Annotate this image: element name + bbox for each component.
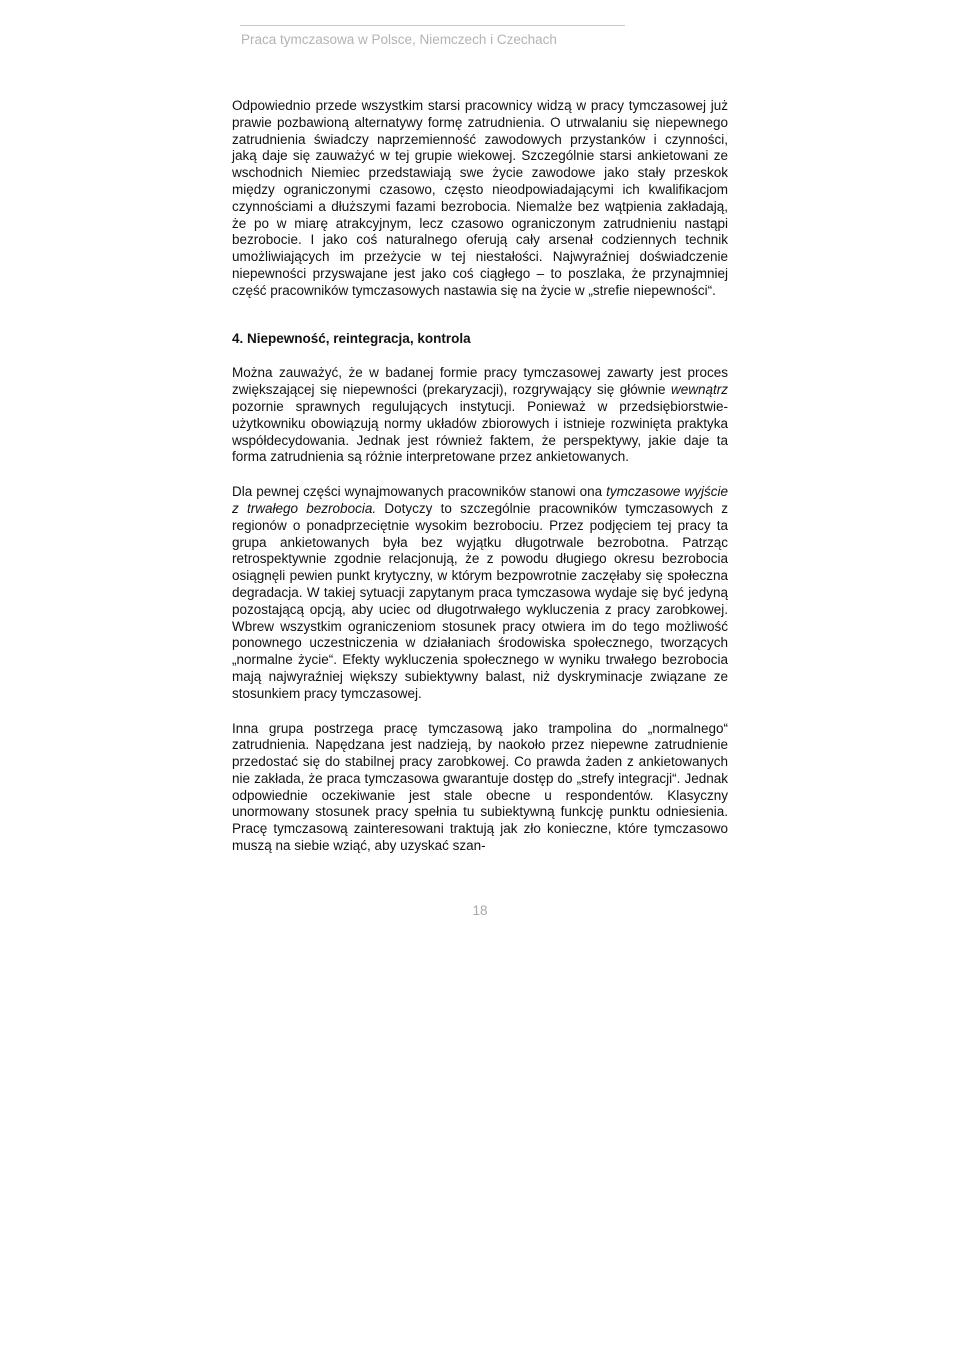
running-header: Praca tymczasowa w Polsce, Niemczech i Czechach: [241, 32, 557, 47]
paragraph-2: [232, 365, 728, 466]
page-number: 18: [472, 903, 488, 918]
paragraph-3-emphasis: tymczasowe wyjście z trwałego bezrobocia.: [232, 484, 728, 516]
paragraph-4: Inna grupa postrzega pracę tymczasową jako trampolina do „normalnego“ zatrudnienia. Napędzana jest nadzieją, by naokoło przez niepewne zatrudnienie przedostać się do stabilnej pracy zarobkowej. Co prawda żaden z ankietowanych nie zakłada, że praca tymczasowa gwarantuje dostęp do „strefy integracji“. Jednak odpowiednie oczekiwanie jest stale obecne u respondentów. Klasyczny unormowany stosunek pracy spełnia tu subiektywną funkcję punktu odniesienia. Pracę tymczasową zainteresowani traktują jak zło konieczne, które tymczasowo muszą na siebie wziąć, aby uzyskać szan-: [232, 720, 728, 854]
page-body: [232, 98, 728, 855]
paragraph-2-text-b: pozornie sprawnych regulujących instytucji. Ponieważ w przedsiębiorstwie-użytkowniku obowiązują normy układów zbiorowych i istnieje rozwinięta praktyka współdecydowania. Jednak jest również faktem, że perspektywy, jakie daje ta forma zatrudnienia są różnie interpretowane przez ankietowanych.: [232, 398, 728, 465]
paragraph-3-text-a: Dla pewnej części wynajmowanych pracowników stanowi ona: [232, 484, 607, 500]
paragraph-1: Odpowiednio przede wszystkim starsi pracownicy widzą w pracy tymczasowej już prawie pozbawioną alternatywy formę zatrudnienia. O utrwalaniu się niepewnego zatrudnienia świadczy naprzemienność zawodowych przystanków i czynności, jaką daje się zauważyć w tej grupie wiekowej. Szczególnie starsi ankietowani ze wschodnich Niemiec przedstawiają swe życie zawodowe jako stały przeskok między ograniczonymi czasowo, często nieodpowiadającymi ich kwalifikacjom czynnościami a dłuższymi fazami bezrobocia. Niemalże bez wątpienia zakładają, że po w miarę atrakcyjnym, lecz czasowo ograniczonym zatrudnieniu nastąpi bezrobocie. I jako coś naturalnego oferują cały arsenał codziennych technik umożliwiających im przeżycie w tej niestałości. Najwyraźniej doświadczenie niepewności przyswajane jest jako coś ciągłego – to poszlaka, że przynajmniej część pracowników tymczasowych nastawia się na życie w „strefie niepewności“.: [232, 98, 728, 298]
paragraph-2-text-a: Można zauważyć, że w badanej formie pracy tymczasowej zawarty jest proces zwiększającej się niepewności (prekaryzacji), rozgrywający się głównie: [232, 365, 728, 398]
paragraph-2-emphasis: wewnątrz: [670, 382, 728, 398]
paragraph-3-text-b: Dotyczy to szczególnie pracowników tymczasowych z regionów o ponadprzeciętnie wysokim bezrobociu. Przez podjęciem tej pracy ta grupa ankietowanych była bez wyjątku długotrwale bezrobotna. Patrząc retrospektywnie zgodnie relacjonują, że z powodu długiego okresu bezrobocia osiągnęli pewien punkt krytyczny, w którym bezpowrotnie zaczęłaby się społeczna degradacja. W takiej sytuacji zapytanym praca tymczasowa wydaje się być jedyną pozostającą opcją, aby uciec od długotrwałego wykluczenia z pracy zarobkowej. Wbrew wszystkim ograniczeniom stosunek pracy otwiera im do tego możliwość ponownego uczestniczenia w działaniach środowiska społecznego, tworzących „normalne życie“. Efekty wykluczenia społecznego w wyniku trwałego bezrobocia mają najwyraźniej większy subiektywny balast, niż dyskryminacje związane ze stosunkiem pracy tymczasowej.: [232, 500, 728, 701]
paragraph-3: [232, 484, 728, 702]
section-heading: 4. Niepewność, reintegracja, kontrola: [232, 330, 471, 346]
header-rule: [240, 25, 625, 26]
